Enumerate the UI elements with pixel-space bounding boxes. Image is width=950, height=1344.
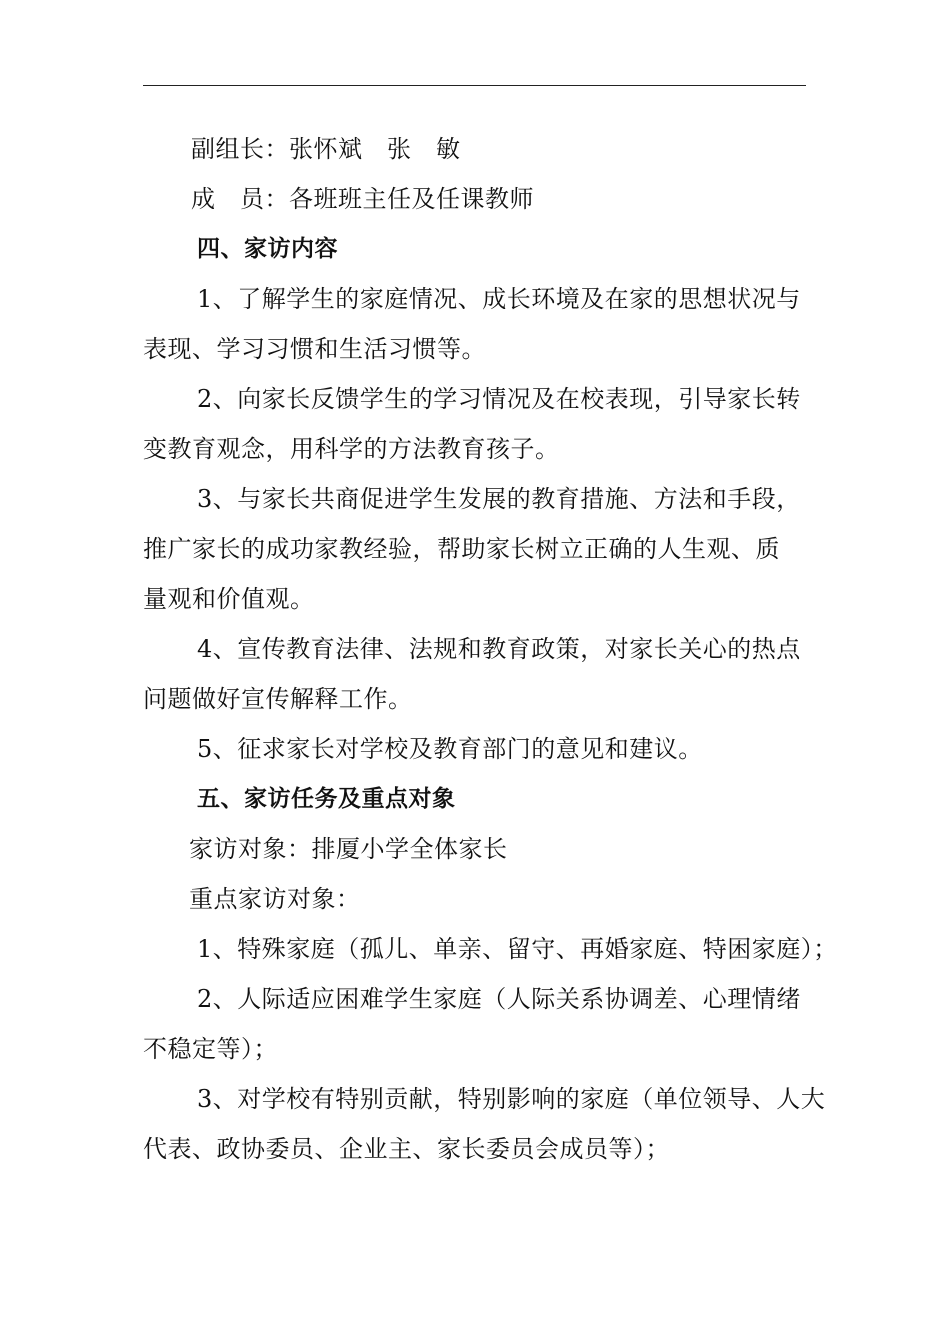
section-5-title: 五、家访任务及重点对象 (197, 786, 456, 812)
section-5-item-2-line-1: 2、人际适应困难学生家庭（人际关系协调差、心理情绪 (197, 985, 801, 1013)
section-5-item-3-line-2: 代表、政协委员、企业主、家长委员会成员等）； (143, 1135, 670, 1163)
section-4-item-2-line-2: 变教育观念，用科学的方法教育孩子。 (143, 435, 560, 463)
section-4-item-3-line-1: 3、与家长共商促进学生发展的教育措施、方法和手段， (197, 485, 801, 513)
section-4-item-2-line-1: 2、向家长反馈学生的学习情况及在校表现，引导家长转 (197, 385, 801, 413)
section-4-item-3-line-2: 推广家长的成功家教经验，帮助家长树立正确的人生观、质 (143, 535, 780, 563)
section-5-item-1-line-1: 1、特殊家庭（孤儿、单亲、留守、再婚家庭、特困家庭）； (197, 935, 838, 963)
key-target-label: 重点家访对象： (189, 885, 361, 913)
section-4-title: 四、家访内容 (197, 236, 338, 262)
members-line: 成 员：各班班主任及任课教师 (191, 185, 534, 213)
section-4-item-4-line-1: 4、宣传教育法律、法规和教育政策，对家长关心的热点 (197, 635, 801, 663)
section-4-item-1-line-2: 表现、学习习惯和生活习惯等。 (143, 335, 486, 363)
section-5-item-3-line-1: 3、对学校有特别贡献，特别影响的家庭（单位领导、人大 (197, 1085, 826, 1113)
section-4-item-3-line-3: 量观和价值观。 (143, 585, 315, 613)
section-4-item-1-line-1: 1、了解学生的家庭情况、成长环境及在家的思想状况与 (197, 285, 801, 313)
header-rule (143, 85, 806, 86)
visit-target-line: 家访对象：排厦小学全体家长 (189, 835, 508, 863)
section-4-item-4-line-2: 问题做好宣传解释工作。 (143, 685, 413, 713)
deputy-leader-line: 副组长：张怀斌 张 敏 (191, 135, 461, 163)
section-5-item-2-line-2: 不稳定等）； (143, 1035, 278, 1063)
section-4-item-5-line-1: 5、征求家长对学校及教育部门的意见和建议。 (197, 735, 703, 763)
